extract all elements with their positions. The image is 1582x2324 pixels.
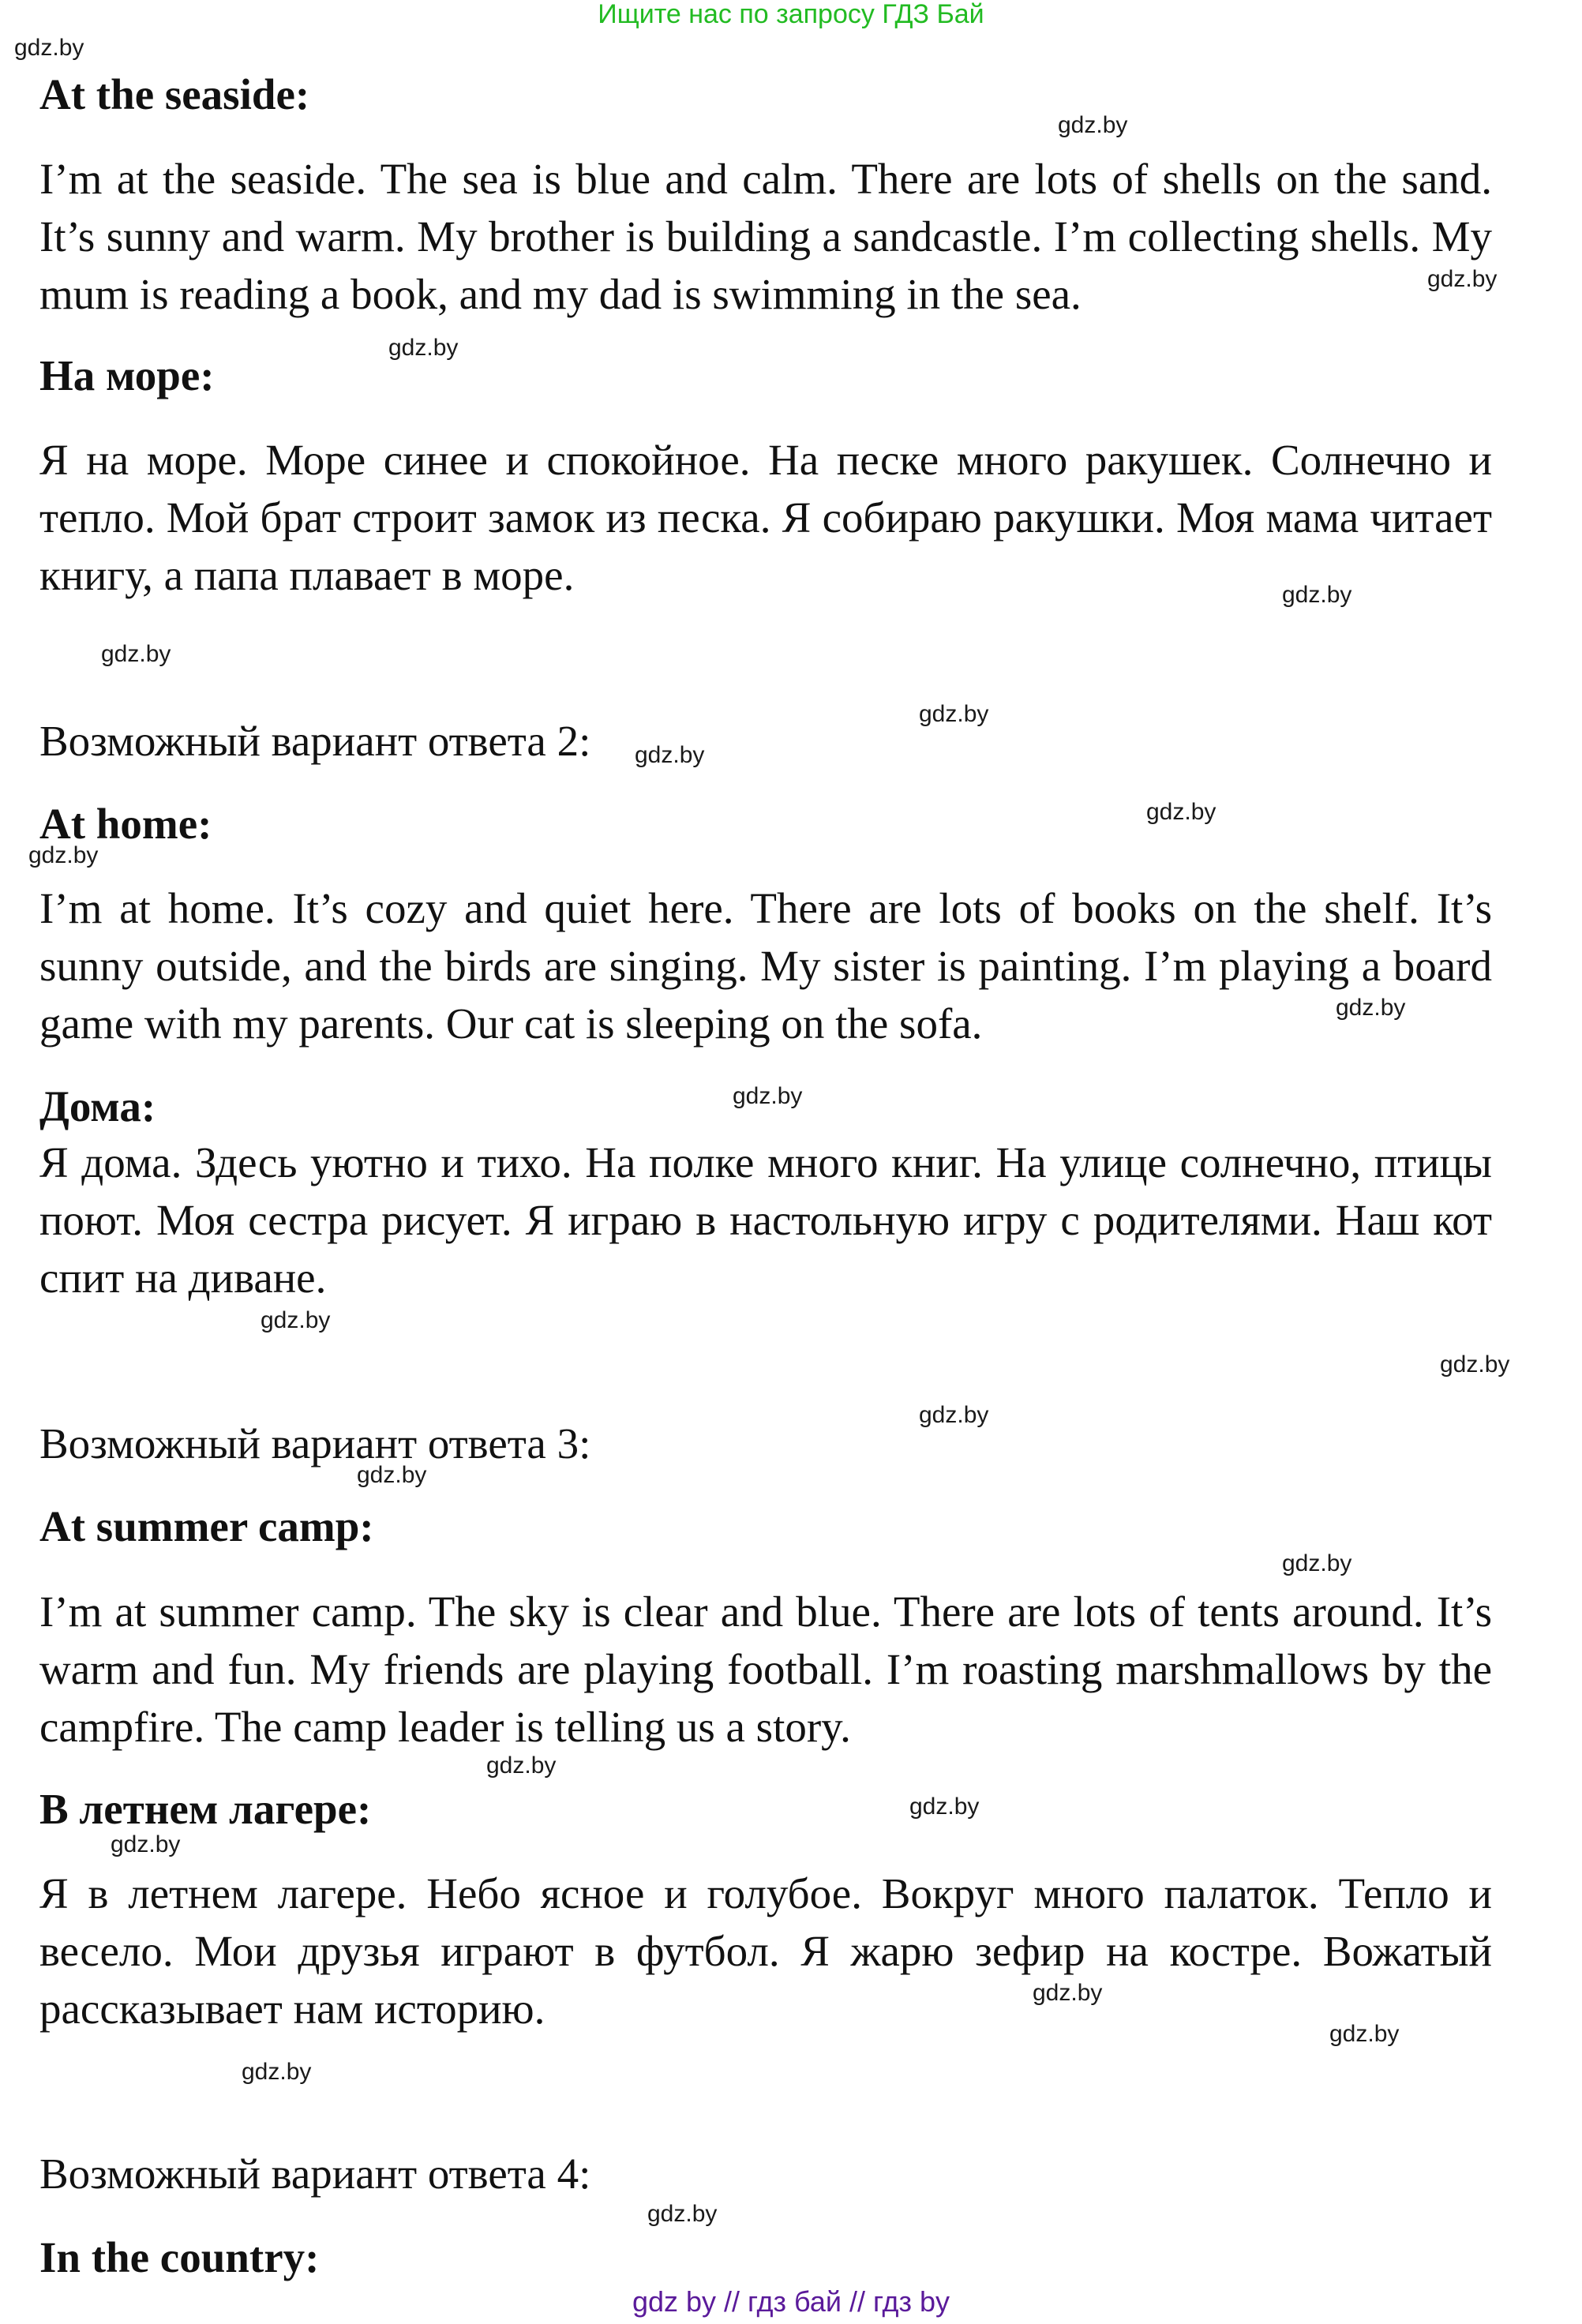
watermark: gdz.by [1058,112,1128,138]
watermark: gdz.by [1329,2021,1400,2047]
watermark: gdz.by [647,2201,718,2227]
section-3-ru-title: В летнем лагере: [39,1785,372,1833]
watermark: gdz.by [635,742,705,768]
section-2-en-text: I’m at home. It’s cozy and quiet here. There are lots of books on the shelf. It’s sunny outside, and the birds are singing. My sister is painting. I’m playing a board game with my parents. Our cat is sleeping on the sofa. [39,884,1492,1048]
site-banner[interactable]: Ищите нас по запросу ГДЗ Бай [598,0,984,29]
watermark: gdz.by [733,1083,803,1109]
section-2-ru-text: Я дома. Здесь уютно и тихо. На полке много книг. На улице солнечно, птицы поют. Моя сестра рисует. Я играю в настольную игру с родителями. Наш кот спит на диване. [39,1138,1492,1302]
watermark: gdz.by [111,1831,181,1857]
section-3-en-title: At summer camp: [39,1502,374,1550]
footer-links[interactable]: gdz by // гдз бай // гдз by [632,2285,950,2318]
section-4-en-title: In the country: [39,2233,320,2281]
watermark: gdz.by [919,701,989,727]
watermark: gdz.by [1427,266,1498,292]
variant-3-label: Возможный вариант ответа 3: [39,1419,591,1467]
watermark: gdz.by [242,2059,312,2085]
variant-4-label: Возможный вариант ответа 4: [39,2150,591,2198]
watermark: gdz.by [261,1307,331,1333]
watermark: gdz.by [1336,995,1406,1021]
section-1-ru-text: Я на море. Море синее и спокойное. На песке много ракушек. Солнечно и тепло. Мой брат строит замок из песка. Я собираю ракушки. Моя мама читает книгу, а папа плавает в море. [39,436,1492,599]
section-2-ru-title: Дома: [39,1082,156,1130]
watermark: gdz.by [919,1402,989,1428]
watermark: gdz.by [28,842,99,868]
section-1-en-text: I’m at the seaside. The sea is blue and calm. There are lots of shells on the sand. It’s sunny and warm. My brother is building a sandcastle. I’m collecting shells. My mum is reading a book, and my dad is swimming in the sea. [39,155,1492,318]
watermark: gdz.by [14,35,84,61]
watermark: gdz.by [1282,582,1352,608]
watermark: gdz.by [1440,1351,1510,1378]
section-1-ru-title: На море: [39,351,215,399]
watermark: gdz.by [1033,1980,1103,2006]
watermark: gdz.by [1282,1550,1352,1576]
watermark: gdz.by [1146,799,1216,825]
section-3-en-text: I’m at summer camp. The sky is clear and blue. There are lots of tents around. It’s warm and fun. My friends are playing football. I’m roasting marshmallows by the campfire. The camp leader is telling us a story. [39,1587,1492,1751]
watermark: gdz.by [909,1794,980,1820]
watermark: gdz.by [357,1462,427,1488]
watermark: gdz.by [388,335,459,361]
variant-2-label: Возможный вариант ответа 2: [39,717,591,765]
section-3-ru-text: Я в летнем лагере. Небо ясное и голубое. Вокруг много палаток. Тепло и весело. Мои друзья играют в футбол. Я жарю зефир на костре. Вожатый рассказывает нам историю. [39,1869,1492,2033]
watermark: gdz.by [486,1752,557,1779]
watermark: gdz.by [101,641,171,667]
section-2-en-title: At home: [39,800,212,848]
section-1-en-title: At the seaside: [39,70,310,118]
